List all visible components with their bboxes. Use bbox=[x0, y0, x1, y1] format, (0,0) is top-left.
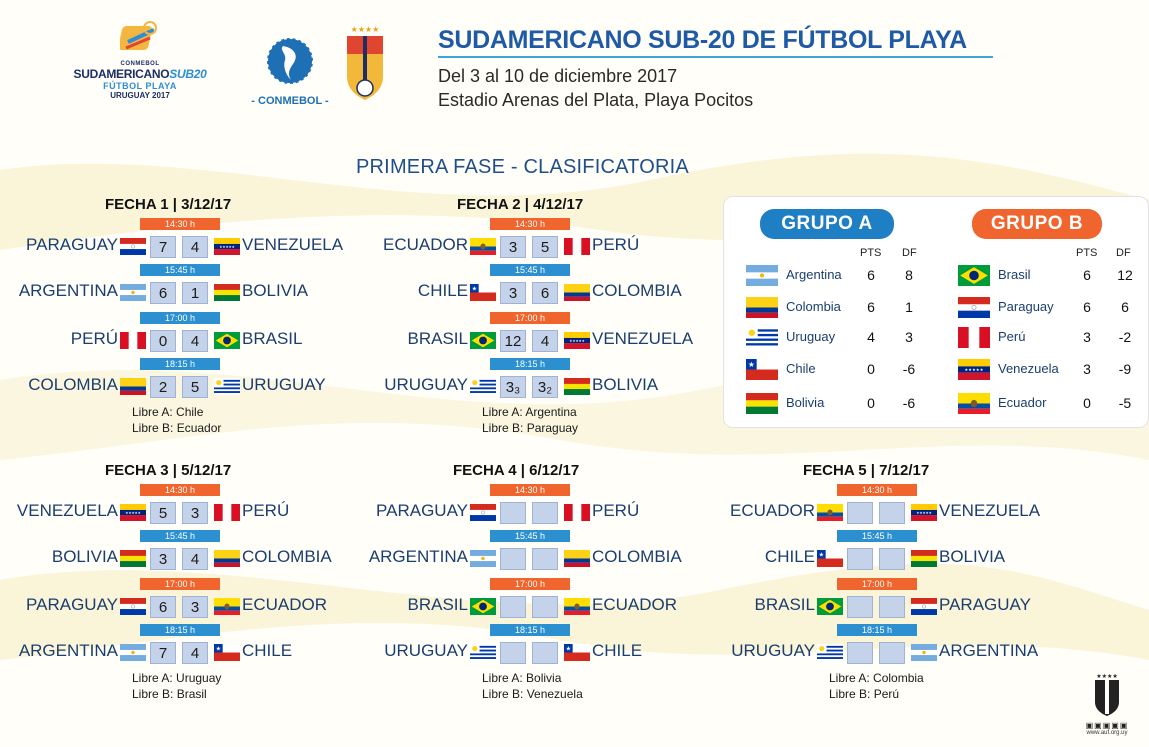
page-title: SUDAMERICANO SUB-20 DE FÚTBOL PLAYA bbox=[438, 26, 967, 54]
away-team: PERÚ bbox=[242, 501, 290, 520]
home-score bbox=[847, 502, 873, 524]
standings-team: Ecuador bbox=[998, 395, 1047, 410]
away-score: 6 bbox=[532, 282, 558, 304]
venezuela-flag-icon bbox=[958, 359, 990, 380]
logo-futbol-playa: FÚTBOL PLAYA bbox=[103, 81, 177, 91]
standings-team: Paraguay bbox=[998, 299, 1054, 314]
standings-pts: 6 bbox=[1083, 299, 1091, 315]
away-score: 3₂ bbox=[532, 376, 558, 398]
away-team: CHILE bbox=[242, 641, 293, 660]
group-b-df-header: DF bbox=[1116, 247, 1131, 259]
svg-text:★: ★ bbox=[818, 552, 825, 559]
home-team: ARGENTINA bbox=[18, 281, 118, 300]
away-score: 4 bbox=[182, 642, 208, 664]
home-score: 5 bbox=[150, 502, 176, 524]
standings-pts: 6 bbox=[867, 267, 875, 283]
standings-row bbox=[724, 261, 1149, 289]
libre-a: Libre A: Argentina bbox=[482, 405, 577, 419]
brasil-flag-icon bbox=[470, 332, 496, 349]
away-team: ARGENTINA bbox=[939, 641, 1039, 660]
home-team: BOLIVIA bbox=[51, 547, 118, 566]
venezuela-flag-icon bbox=[911, 504, 937, 521]
fecha-title: FECHA 3 | 5/12/17 bbox=[105, 462, 232, 479]
standings-row bbox=[724, 323, 1149, 351]
standings-pts: 4 bbox=[867, 329, 875, 345]
match-time: 15:45 h bbox=[837, 530, 917, 542]
event-dates: Del 3 al 10 de diciembre 2017 bbox=[438, 66, 678, 86]
away-team: BOLIVIA bbox=[939, 547, 1006, 566]
away-team: VENEZUELA bbox=[592, 329, 694, 348]
svg-text:★★★★: ★★★★ bbox=[1096, 673, 1118, 680]
home-team: BRASIL bbox=[407, 329, 468, 348]
away-team: BOLIVIA bbox=[242, 281, 309, 300]
standings-team: Chile bbox=[786, 361, 816, 376]
home-score bbox=[847, 548, 873, 570]
standings-df: 1 bbox=[905, 299, 913, 315]
match-row bbox=[0, 530, 1149, 572]
home-team: URUGUAY bbox=[384, 641, 468, 660]
match-time: 15:45 h bbox=[490, 264, 570, 276]
auf-small-shield-icon bbox=[1092, 672, 1122, 716]
standings-row bbox=[724, 389, 1149, 417]
match-time: 15:45 h bbox=[140, 264, 220, 276]
standings-team: Colombia bbox=[786, 299, 841, 314]
home-score bbox=[847, 596, 873, 618]
away-team: PERÚ bbox=[592, 235, 640, 254]
match-time: 15:45 h bbox=[140, 530, 220, 542]
away-team: BRASIL bbox=[242, 329, 303, 348]
peru-flag-icon bbox=[564, 238, 590, 255]
match-time: 14:30 h bbox=[490, 218, 570, 230]
svg-text:★: ★ bbox=[471, 286, 478, 293]
bolivia-flag-icon bbox=[911, 550, 937, 567]
home-team: COLOMBIA bbox=[28, 375, 118, 394]
match-row bbox=[0, 578, 1149, 620]
standings-df: -6 bbox=[902, 361, 916, 377]
home-team: VENEZUELA bbox=[16, 501, 118, 520]
home-score: 6 bbox=[150, 596, 176, 618]
away-score: 4 bbox=[182, 330, 208, 352]
match-time: 17:00 h bbox=[490, 578, 570, 590]
home-score: 0 bbox=[150, 330, 176, 352]
group-a-pts-header: PTS bbox=[860, 247, 882, 259]
away-team: PARAGUAY bbox=[939, 595, 1031, 614]
standings-df: -9 bbox=[1118, 361, 1132, 377]
social-icons: ▣▣▣▣▣ bbox=[1085, 721, 1129, 730]
logo-year: URUGUAY 2017 bbox=[110, 91, 170, 100]
home-team: CHILE bbox=[417, 281, 468, 300]
away-team: COLOMBIA bbox=[592, 281, 682, 300]
fecha-title: FECHA 2 | 4/12/17 bbox=[457, 196, 584, 213]
brasil-flag-icon bbox=[958, 265, 990, 286]
standings-pts: 6 bbox=[1083, 267, 1091, 283]
standings-team: Brasil bbox=[998, 267, 1031, 282]
standings-team: Perú bbox=[998, 329, 1026, 344]
match-row bbox=[0, 624, 1149, 666]
away-team: VENEZUELA bbox=[939, 501, 1041, 520]
match-time: 18:15 h bbox=[140, 358, 220, 370]
away-score: 5 bbox=[182, 376, 208, 398]
standings-df: 3 bbox=[905, 329, 913, 345]
away-score: 4 bbox=[182, 548, 208, 570]
svg-text:★★★★★: ★★★★★ bbox=[916, 510, 932, 515]
logo-big-accent: SUB20 bbox=[169, 67, 207, 81]
ecuador-flag-icon bbox=[958, 393, 990, 414]
logo-big-text: SUDAMERICANO bbox=[73, 67, 170, 81]
libre-b: Libre B: Venezuela bbox=[482, 687, 583, 701]
home-score: 2 bbox=[150, 376, 176, 398]
standings-team: Argentina bbox=[786, 267, 842, 282]
home-team: CHILE bbox=[764, 547, 815, 566]
venezuela-flag-icon bbox=[564, 332, 590, 349]
away-score: 5 bbox=[532, 236, 558, 258]
away-score bbox=[879, 596, 905, 618]
uruguay-flag-icon bbox=[470, 378, 496, 395]
svg-text:★: ★ bbox=[215, 646, 222, 653]
home-score: 3₃ bbox=[500, 376, 526, 398]
standings-pts: 6 bbox=[867, 299, 875, 315]
svg-text:★★★★★: ★★★★★ bbox=[569, 338, 585, 343]
match-time: 18:15 h bbox=[490, 624, 570, 636]
away-team: ECUADOR bbox=[592, 595, 678, 614]
standings-df: -2 bbox=[1118, 329, 1132, 345]
ecuador-flag-icon bbox=[470, 238, 496, 255]
svg-text:★: ★ bbox=[747, 359, 755, 369]
chile-flag-icon bbox=[817, 550, 843, 567]
group-b-pts-header: PTS bbox=[1076, 247, 1098, 259]
standings-df: -6 bbox=[902, 395, 916, 411]
away-score bbox=[879, 548, 905, 570]
svg-text:★: ★ bbox=[565, 646, 572, 653]
away-score bbox=[879, 502, 905, 524]
away-team: PERÚ bbox=[592, 501, 640, 520]
paraguay-flag-icon bbox=[911, 598, 937, 615]
home-score: 7 bbox=[150, 642, 176, 664]
match-time: 18:15 h bbox=[490, 358, 570, 370]
home-team: PARAGUAY bbox=[26, 595, 118, 614]
conmebol-text: - CONMEBOL - bbox=[251, 95, 329, 107]
away-team: CHILE bbox=[592, 641, 643, 660]
standings-pts: 3 bbox=[1083, 361, 1091, 377]
standings-df: 8 bbox=[905, 267, 913, 283]
standings-team: Uruguay bbox=[786, 329, 836, 344]
standings-df: 12 bbox=[1117, 267, 1133, 283]
standings-pts: 0 bbox=[867, 395, 875, 411]
libre-b: Libre B: Paraguay bbox=[482, 421, 579, 435]
match-time: 14:30 h bbox=[490, 484, 570, 496]
home-score: 3 bbox=[150, 548, 176, 570]
standings-pts: 0 bbox=[867, 361, 875, 377]
away-score: 4 bbox=[532, 330, 558, 352]
footer-website: www.auf.org.uy bbox=[1086, 730, 1128, 736]
match-time: 14:30 h bbox=[140, 218, 220, 230]
away-team: ECUADOR bbox=[242, 595, 328, 614]
home-team: URUGUAY bbox=[731, 641, 815, 660]
away-score: 3 bbox=[182, 596, 208, 618]
home-score: 12 bbox=[500, 330, 526, 352]
libre-b: Libre B: Perú bbox=[829, 687, 900, 701]
standings-row bbox=[724, 355, 1149, 383]
libre-a: Libre A: Bolivia bbox=[482, 671, 562, 685]
away-score: 3 bbox=[182, 502, 208, 524]
standings-team: Venezuela bbox=[998, 361, 1059, 376]
match-time: 17:00 h bbox=[490, 312, 570, 324]
standings-pts: 0 bbox=[1083, 395, 1091, 411]
home-team: URUGUAY bbox=[384, 375, 468, 394]
standings-df: 6 bbox=[1121, 299, 1129, 315]
libre-b: Libre B: Ecuador bbox=[132, 421, 222, 435]
away-score: 4 bbox=[182, 236, 208, 258]
libre-a: Libre A: Uruguay bbox=[132, 671, 222, 685]
fecha-title: FECHA 4 | 6/12/17 bbox=[453, 462, 580, 479]
home-team: PERÚ bbox=[70, 329, 118, 348]
match-time: 14:30 h bbox=[837, 484, 917, 496]
standings-pts: 3 bbox=[1083, 329, 1091, 345]
brasil-flag-icon bbox=[817, 598, 843, 615]
uruguay-flag-icon bbox=[817, 644, 843, 661]
standings-team: Bolivia bbox=[786, 395, 825, 410]
home-score: 3 bbox=[500, 282, 526, 304]
svg-text:★★★★★: ★★★★★ bbox=[125, 510, 141, 515]
libre-b: Libre B: Brasil bbox=[132, 687, 207, 701]
match-time: 14:30 h bbox=[140, 484, 220, 496]
auf-footer-logo bbox=[1080, 672, 1134, 736]
home-team: BRASIL bbox=[407, 595, 468, 614]
home-score: 6 bbox=[150, 282, 176, 304]
away-score: 1 bbox=[182, 282, 208, 304]
away-team: VENEZUELA bbox=[242, 235, 344, 254]
standings-df: -5 bbox=[1118, 395, 1132, 411]
group-a-title: GRUPO A bbox=[760, 209, 894, 239]
paraguay-flag-icon bbox=[958, 297, 990, 318]
home-score: 3 bbox=[500, 236, 526, 258]
home-team: ECUADOR bbox=[729, 501, 815, 520]
svg-text:★★★★: ★★★★ bbox=[350, 25, 380, 34]
home-team: ARGENTINA bbox=[18, 641, 118, 660]
group-a-df-header: DF bbox=[902, 247, 917, 259]
home-team: BRASIL bbox=[754, 595, 815, 614]
peru-flag-icon bbox=[958, 327, 990, 348]
home-team: ECUADOR bbox=[382, 235, 468, 254]
fecha-title: FECHA 1 | 3/12/17 bbox=[105, 196, 232, 213]
home-score: 7 bbox=[150, 236, 176, 258]
standings-row bbox=[724, 293, 1149, 321]
event-venue: Estadio Arenas del Plata, Playa Pocitos bbox=[438, 90, 754, 110]
match-row bbox=[0, 484, 1149, 526]
away-score bbox=[879, 642, 905, 664]
match-time: 15:45 h bbox=[490, 530, 570, 542]
libre-a: Libre A: Colombia bbox=[829, 671, 924, 685]
match-time: 17:00 h bbox=[837, 578, 917, 590]
match-time: 17:00 h bbox=[140, 312, 220, 324]
phase-title: PRIMERA FASE - CLASIFICATORIA bbox=[356, 156, 689, 178]
away-team: COLOMBIA bbox=[242, 547, 332, 566]
svg-text:★★★★★: ★★★★★ bbox=[964, 367, 984, 373]
away-team: URUGUAY bbox=[242, 375, 326, 394]
home-score bbox=[847, 642, 873, 664]
home-team: PARAGUAY bbox=[26, 235, 118, 254]
match-time: 18:15 h bbox=[837, 624, 917, 636]
ecuador-flag-icon bbox=[817, 504, 843, 521]
home-team: ARGENTINA bbox=[368, 547, 468, 566]
libre-a: Libre A: Chile bbox=[132, 405, 204, 419]
argentina-flag-icon bbox=[911, 644, 937, 661]
fecha-title: FECHA 5 | 7/12/17 bbox=[803, 462, 930, 479]
match-time: 18:15 h bbox=[140, 624, 220, 636]
home-team: PARAGUAY bbox=[376, 501, 468, 520]
group-b-title: GRUPO B bbox=[972, 209, 1102, 239]
standings-panel bbox=[723, 196, 1149, 428]
away-team: COLOMBIA bbox=[592, 547, 682, 566]
match-time: 17:00 h bbox=[140, 578, 220, 590]
away-team: BOLIVIA bbox=[592, 375, 659, 394]
colombia-flag-icon bbox=[564, 284, 590, 301]
logo-conmebol-small: CONMEBOL bbox=[120, 61, 160, 67]
chile-flag-icon bbox=[470, 284, 496, 301]
bolivia-flag-icon bbox=[564, 378, 590, 395]
svg-text:★★★★★: ★★★★★ bbox=[219, 244, 235, 249]
